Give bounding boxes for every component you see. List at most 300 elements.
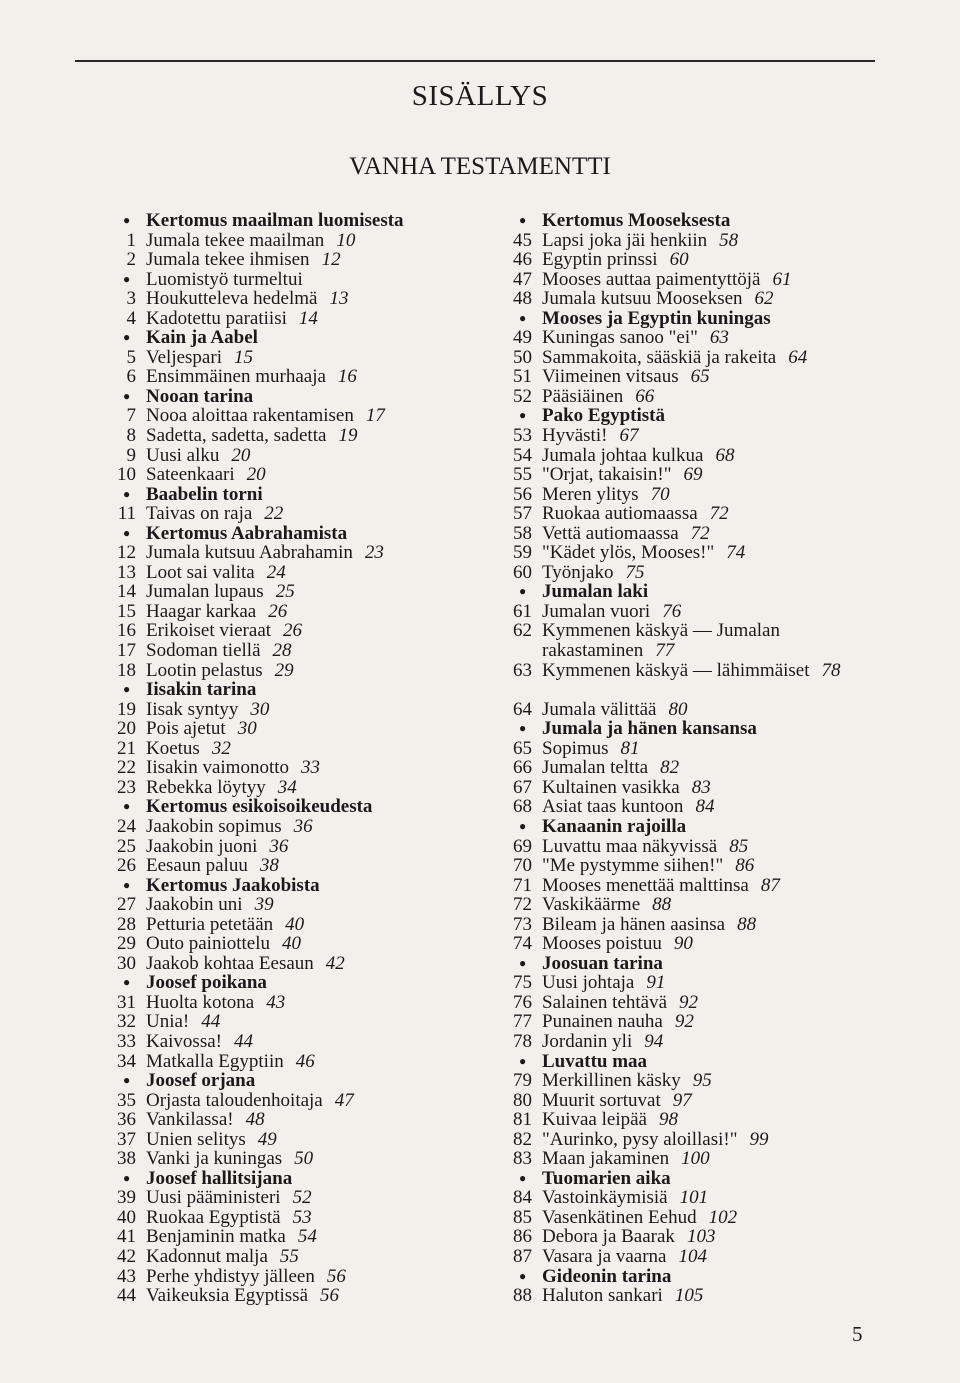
entry-page-number: 87 — [760, 874, 780, 896]
entry-title-wrap — [542, 856, 876, 876]
toc-entry — [110, 543, 480, 563]
toc-entry — [506, 876, 876, 896]
section-heading-text: Kertomus maailman luomisesta — [146, 210, 404, 231]
toc-entry — [506, 1110, 876, 1130]
bullet-icon: ● — [123, 213, 131, 227]
toc-entry — [110, 1052, 480, 1072]
entry-title: Vettä autiomaassa — [542, 522, 679, 544]
toc-entry — [506, 465, 876, 485]
entry-title-wrap — [542, 367, 876, 387]
entry-number: 2 — [126, 249, 136, 271]
entry-title: Uusi pääministeri — [146, 1187, 281, 1209]
entry-page-number: 58 — [719, 229, 739, 251]
entry-page-number: 53 — [292, 1206, 312, 1228]
entry-title: Kaivossa! — [146, 1030, 222, 1052]
entry-title: Jumala välittää — [542, 698, 657, 720]
entry-title-wrap — [146, 817, 480, 837]
toc-entry — [506, 778, 876, 798]
entry-page-number: 72 — [690, 522, 710, 544]
entry-page-number: 63 — [709, 327, 729, 349]
entry-page-number: 78 — [821, 659, 841, 681]
section-heading-text: Nooan tarina — [146, 385, 254, 407]
entry-page-number: 70 — [650, 483, 670, 505]
bullet-icon: ● — [519, 1268, 527, 1283]
entry-title: Eesaun paluu — [146, 855, 248, 877]
entry-page-number: 88 — [737, 913, 757, 935]
toc-entry — [110, 406, 480, 426]
bullet-icon: ● — [519, 1170, 527, 1185]
entry-title-wrap — [542, 1227, 876, 1247]
entry-number: 36 — [117, 1109, 136, 1131]
section-heading — [110, 524, 480, 544]
entry-number: 38 — [117, 1148, 136, 1170]
entry-number: 71 — [513, 874, 532, 896]
toc-entry — [110, 367, 480, 387]
section-heading-text: Mooses ja Egyptin kuningas — [542, 307, 771, 329]
entry-title: Petturia petetään — [146, 913, 274, 935]
entry-number: 46 — [513, 249, 532, 271]
entry-number: 31 — [117, 991, 136, 1013]
toc-entry — [506, 348, 876, 368]
entry-title: Vasenkätinen Eehud — [542, 1206, 697, 1228]
entry-title: Jumala kutsuu Aabrahamin — [146, 542, 353, 564]
entry-page-number: 68 — [715, 444, 735, 466]
entry-number: 65 — [513, 737, 532, 759]
entry-title-wrap — [146, 309, 480, 329]
entry-title-wrap — [146, 1032, 480, 1052]
entry-title-wrap — [146, 954, 480, 974]
entry-title-wrap — [542, 1188, 876, 1208]
toc-entry — [506, 837, 876, 857]
toc-entry — [506, 367, 876, 387]
toc-entry — [110, 661, 480, 681]
entry-number: 73 — [513, 913, 532, 935]
entry-title-wrap — [542, 915, 876, 935]
section-heading — [110, 1071, 480, 1091]
toc-entry — [506, 387, 876, 407]
entry-page-number: 102 — [708, 1206, 738, 1228]
entry-number: 39 — [117, 1187, 136, 1209]
entry-number: 3 — [126, 288, 136, 310]
entry-title-wrap — [146, 1052, 480, 1072]
entry-number: 12 — [117, 542, 136, 564]
entry-number: 82 — [513, 1128, 532, 1150]
entry-page-number: 80 — [668, 698, 688, 720]
entry-title: Outo painiottelu — [146, 933, 271, 955]
entry-number: 51 — [513, 366, 532, 388]
bullet-icon: ● — [519, 721, 527, 736]
entry-number: 4 — [126, 307, 136, 329]
bullet-icon: ● — [123, 486, 131, 501]
toc-entry — [110, 1188, 480, 1208]
entry-page-number: 84 — [695, 796, 715, 818]
toc-entry — [110, 1149, 480, 1169]
entry-number: 23 — [117, 776, 136, 798]
section-heading-text: Jumalan laki — [542, 581, 649, 603]
entry-page-number: 104 — [678, 1245, 707, 1267]
entry-number: 78 — [513, 1030, 532, 1052]
entry-title-wrap — [542, 426, 876, 446]
entry-title-wrap — [542, 485, 876, 505]
entry-page-number: 60 — [669, 249, 689, 271]
toc-entry — [110, 504, 480, 524]
entry-page-number: 101 — [679, 1187, 709, 1209]
entry-number: 45 — [513, 229, 532, 251]
entry-title-wrap — [146, 895, 480, 915]
entry-page-number: 10 — [336, 229, 356, 251]
entry-page-number: 47 — [334, 1089, 354, 1111]
entry-number: 29 — [117, 933, 136, 955]
entry-number: 25 — [117, 835, 136, 857]
toc-entry — [506, 915, 876, 935]
entry-page-number: 33 — [301, 757, 321, 779]
entry-title: Sateenkaari — [146, 464, 235, 486]
entry-number: 83 — [513, 1148, 532, 1170]
section-heading — [506, 719, 876, 739]
entry-number: 5 — [126, 346, 136, 368]
entry-title-wrap — [542, 1247, 876, 1267]
entry-number: 17 — [117, 640, 136, 662]
entry-title-wrap — [146, 543, 480, 563]
entry-page-number: 66 — [635, 385, 655, 407]
entry-title-wrap — [542, 778, 876, 798]
section-heading-text: Tuomarien aika — [542, 1167, 671, 1189]
entry-title-wrap — [146, 1188, 480, 1208]
entry-number: 41 — [117, 1226, 136, 1248]
entry-title: "Aurinko, pysy aloillasi!" — [542, 1128, 738, 1150]
toc-entry — [110, 582, 480, 602]
toc-entry — [506, 1286, 876, 1306]
toc-entry — [110, 465, 480, 485]
entry-number: 24 — [117, 815, 136, 837]
entry-title: Haluton sankari — [542, 1285, 663, 1307]
section-heading-text: Pako Egyptistä — [542, 405, 665, 427]
entry-page-number: 32 — [211, 737, 231, 759]
toc-entry — [506, 485, 876, 505]
toc-entry — [110, 348, 480, 368]
entry-title: Iisakin vaimonotto — [146, 757, 290, 779]
toc-entry — [506, 1032, 876, 1052]
entry-title-wrap — [146, 582, 480, 602]
entry-number: 11 — [117, 503, 136, 525]
toc-entry — [110, 954, 480, 974]
toc-entry — [506, 1247, 876, 1267]
entry-title-wrap — [542, 700, 876, 720]
entry-number: 72 — [513, 894, 532, 916]
entry-title: Sopimus — [542, 737, 609, 759]
entry-title-wrap — [146, 719, 480, 739]
entry-title: Jaakobin uni — [146, 894, 243, 916]
bullet-icon: ● — [123, 1170, 131, 1185]
bullet-icon: ● — [519, 1053, 527, 1068]
entry-title-wrap — [542, 993, 876, 1013]
toc-entry — [110, 426, 480, 446]
entry-title: Rebekka löytyy — [146, 776, 266, 798]
toc-entry — [110, 993, 480, 1013]
entry-page-number: 26 — [283, 620, 303, 642]
entry-page-number: 99 — [749, 1128, 769, 1150]
entry-page-number: 20 — [231, 444, 251, 466]
entry-title: Kymmenen käskyä — lähimmäiset — [542, 659, 810, 681]
section-heading — [110, 211, 480, 231]
entry-title: Jumala tekee maailman — [146, 229, 325, 251]
toc-entry — [506, 543, 876, 563]
entry-page-number: 36 — [269, 835, 289, 857]
entry-page-number: 82 — [660, 757, 680, 779]
entry-title: Ensimmäinen murhaaja — [146, 366, 326, 388]
entry-title: Jordanin yli — [542, 1030, 633, 1052]
entry-number: 22 — [117, 757, 136, 779]
entry-title: Pois ajetut — [146, 718, 226, 740]
toc-entry — [506, 895, 876, 915]
entry-page-number: 74 — [726, 542, 746, 564]
entry-title-wrap — [146, 1149, 480, 1169]
section-heading — [506, 582, 876, 602]
entry-title: Vasara ja vaarna — [542, 1245, 667, 1267]
toc-entry — [110, 270, 480, 290]
section-heading-text: Kertomus Mooseksesta — [542, 210, 731, 231]
entry-title-wrap — [542, 1286, 876, 1306]
entry-page-number: 92 — [679, 991, 699, 1013]
entry-title-wrap — [146, 602, 480, 622]
entry-title-wrap — [542, 1091, 876, 1111]
entry-page-number: 81 — [620, 737, 640, 759]
entry-number: 58 — [513, 522, 532, 544]
entry-page-number: 13 — [329, 288, 349, 310]
toc-entry — [110, 250, 480, 270]
entry-title-wrap — [146, 504, 480, 524]
toc-entry — [506, 504, 876, 524]
toc-left-column — [110, 211, 480, 1306]
entry-page-number: 50 — [294, 1148, 314, 1170]
entry-title: Mooses auttaa paimentyttöjä — [542, 268, 761, 290]
section-heading-text: Joosef orjana — [146, 1070, 256, 1092]
entry-number: 79 — [513, 1070, 532, 1092]
toc-right-column — [506, 211, 876, 1306]
entry-number: 19 — [117, 698, 136, 720]
entry-title-wrap — [146, 700, 480, 720]
entry-number: 77 — [513, 1011, 532, 1033]
entry-title-wrap — [542, 1149, 876, 1169]
entry-title-wrap — [146, 1227, 480, 1247]
bullet-icon: ● — [123, 877, 131, 892]
entry-number: 28 — [117, 913, 136, 935]
entry-title-wrap — [146, 934, 480, 954]
entry-title: Viimeinen vitsaus — [542, 366, 679, 388]
entry-number: 21 — [117, 737, 136, 759]
entry-title-wrap — [542, 1071, 876, 1091]
entry-title: Egyptin prinssi — [542, 249, 658, 271]
toc-entry — [110, 1032, 480, 1052]
toc-entry — [110, 1247, 480, 1267]
toc-entry — [110, 856, 480, 876]
entry-page-number: 40 — [282, 933, 302, 955]
section-heading-text: Joosef hallitsijana — [146, 1167, 293, 1189]
section-heading — [110, 797, 480, 817]
entry-title-wrap — [542, 837, 876, 857]
section-heading-text: Jumala ja hänen kansansa — [542, 718, 757, 740]
entry-title: Debora ja Baarak — [542, 1226, 675, 1248]
entry-title-wrap — [146, 465, 480, 485]
toc-entry — [506, 524, 876, 544]
toc-entry — [506, 856, 876, 876]
entry-page-number: 92 — [674, 1011, 694, 1033]
entry-title: Punainen nauha — [542, 1011, 663, 1033]
entry-title-wrap — [542, 465, 876, 485]
entry-page-number: 15 — [233, 346, 253, 368]
entry-page-number: 29 — [274, 659, 294, 681]
entry-title: "Kädet ylös, Mooses!" — [542, 542, 715, 564]
entry-number: 68 — [513, 796, 532, 818]
section-heading — [506, 406, 876, 426]
toc-entry — [110, 719, 480, 739]
section-heading-text: Kertomus Aabrahamista — [146, 522, 348, 544]
entry-title: Salainen tehtävä — [542, 991, 668, 1013]
entry-title-wrap — [146, 563, 480, 583]
bullet-icon: ● — [123, 682, 131, 697]
entry-page-number: 22 — [264, 503, 284, 525]
entry-title: Meren ylitys — [542, 483, 639, 505]
entry-page-number: 62 — [754, 288, 774, 310]
entry-page-number: 34 — [277, 776, 297, 798]
toc-entry — [506, 1130, 876, 1150]
entry-number: 69 — [513, 835, 532, 857]
entry-title-wrap — [542, 289, 876, 309]
entry-title: Loot sai valita — [146, 561, 255, 583]
section-heading — [110, 876, 480, 896]
entry-title: Kadotettu paratiisi — [146, 307, 287, 329]
entry-title: Lapsi joka jäi henkiin — [542, 229, 708, 251]
entry-number: 61 — [513, 600, 532, 622]
entry-title: Vaskikäärme — [542, 894, 641, 916]
toc-entry — [110, 1130, 480, 1150]
entry-page-number: 61 — [772, 268, 792, 290]
bullet-icon: ● — [123, 330, 131, 345]
entry-title: Koetus — [146, 737, 200, 759]
entry-title: Luomistyö turmeltui — [146, 268, 303, 290]
entry-number: 48 — [513, 288, 532, 310]
entry-title-wrap — [542, 250, 876, 270]
entry-title: Jaakob kohtaa Eesaun — [146, 952, 314, 974]
entry-page-number: 40 — [285, 913, 305, 935]
toc-entry — [506, 250, 876, 270]
entry-title-wrap — [146, 289, 480, 309]
toc-entry — [506, 797, 876, 817]
toc-entry — [506, 1188, 876, 1208]
entry-page-number: 75 — [625, 561, 645, 583]
entry-page-number: 56 — [326, 1265, 346, 1287]
entry-title-wrap — [542, 1130, 876, 1150]
entry-title-wrap — [146, 426, 480, 446]
entry-number: 67 — [513, 776, 532, 798]
entry-title-wrap — [542, 876, 876, 896]
entry-title-wrap — [542, 661, 876, 681]
entry-page-number: 85 — [729, 835, 749, 857]
bullet-icon: ● — [123, 388, 131, 403]
entry-title-wrap — [146, 778, 480, 798]
entry-title-wrap — [146, 661, 480, 681]
entry-title: Taivas on raja — [146, 503, 253, 525]
entry-number: 57 — [513, 503, 532, 525]
toc-entry — [110, 309, 480, 329]
section-heading-text: Gideonin tarina — [542, 1265, 672, 1287]
section-heading — [110, 387, 480, 407]
toc-entry — [506, 1071, 876, 1091]
bullet-icon: ● — [123, 799, 131, 814]
entry-number: 42 — [117, 1245, 136, 1267]
entry-title: Matkalla Egyptiin — [146, 1050, 284, 1072]
entry-title: Perhe yhdistyy jälleen — [146, 1265, 315, 1287]
entry-page-number: 17 — [365, 405, 385, 427]
top-rule — [75, 60, 875, 62]
entry-title: Vaikeuksia Egyptissä — [146, 1285, 309, 1307]
entry-title: "Orjat, takaisin!" — [542, 464, 672, 486]
entry-page-number: 49 — [257, 1128, 277, 1150]
entry-title: Jumalan teltta — [542, 757, 649, 779]
entry-title: Benjaminin matka — [146, 1226, 286, 1248]
entry-title-wrap — [542, 387, 876, 407]
entry-number: 18 — [117, 659, 136, 681]
page-number: 5 — [852, 1322, 863, 1346]
entry-title: Uusi alku — [146, 444, 220, 466]
entry-title-wrap — [542, 1012, 876, 1032]
entry-title-wrap — [146, 758, 480, 778]
entry-title: Lootin pelastus — [146, 659, 263, 681]
entry-title: Jumala johtaa kulkua — [542, 444, 704, 466]
entry-title: Kymmenen käskyä — Jumalan rakastaminen — [542, 620, 780, 662]
entry-page-number: 39 — [254, 894, 274, 916]
entry-title: Nooa aloittaa rakentamisen — [146, 405, 354, 427]
entry-page-number: 55 — [279, 1245, 299, 1267]
toc-entry — [506, 1149, 876, 1169]
entry-number: 75 — [513, 972, 532, 994]
bullet-icon: ● — [123, 525, 131, 540]
entry-title-wrap — [146, 1208, 480, 1228]
toc-entry — [506, 700, 876, 720]
entry-title-wrap — [146, 739, 480, 759]
toc-entry — [506, 1091, 876, 1111]
entry-title: Iisak syntyy — [146, 698, 239, 720]
section-heading-text: Joosef poikana — [146, 972, 267, 994]
entry-title: Ruokaa Egyptistä — [146, 1206, 281, 1228]
entry-page-number: 72 — [709, 503, 729, 525]
entry-number: 34 — [117, 1050, 136, 1072]
entry-page-number: 46 — [295, 1050, 315, 1072]
entry-number: 20 — [117, 718, 136, 740]
entry-title-wrap — [542, 1110, 876, 1130]
section-heading-text: Joosuan tarina — [542, 952, 663, 974]
toc-entry — [506, 973, 876, 993]
toc-entry — [506, 993, 876, 1013]
entry-page-number: 65 — [690, 366, 710, 388]
entry-number: 33 — [117, 1030, 136, 1052]
toc-entry — [110, 641, 480, 661]
entry-number: 49 — [513, 327, 532, 349]
section-heading — [506, 309, 876, 329]
entry-title-wrap — [146, 231, 480, 251]
entry-page-number: 44 — [201, 1011, 221, 1033]
entry-page-number: 44 — [233, 1030, 253, 1052]
toc-entry — [506, 934, 876, 954]
toc-entry — [506, 563, 876, 583]
entry-title-wrap — [542, 621, 876, 660]
toc-entry — [506, 1208, 876, 1228]
toc-entry — [110, 621, 480, 641]
entry-number: 66 — [513, 757, 532, 779]
entry-title: Unien selitys — [146, 1128, 246, 1150]
entry-title-wrap — [146, 348, 480, 368]
section-heading-text: Kanaanin rajoilla — [542, 815, 687, 837]
